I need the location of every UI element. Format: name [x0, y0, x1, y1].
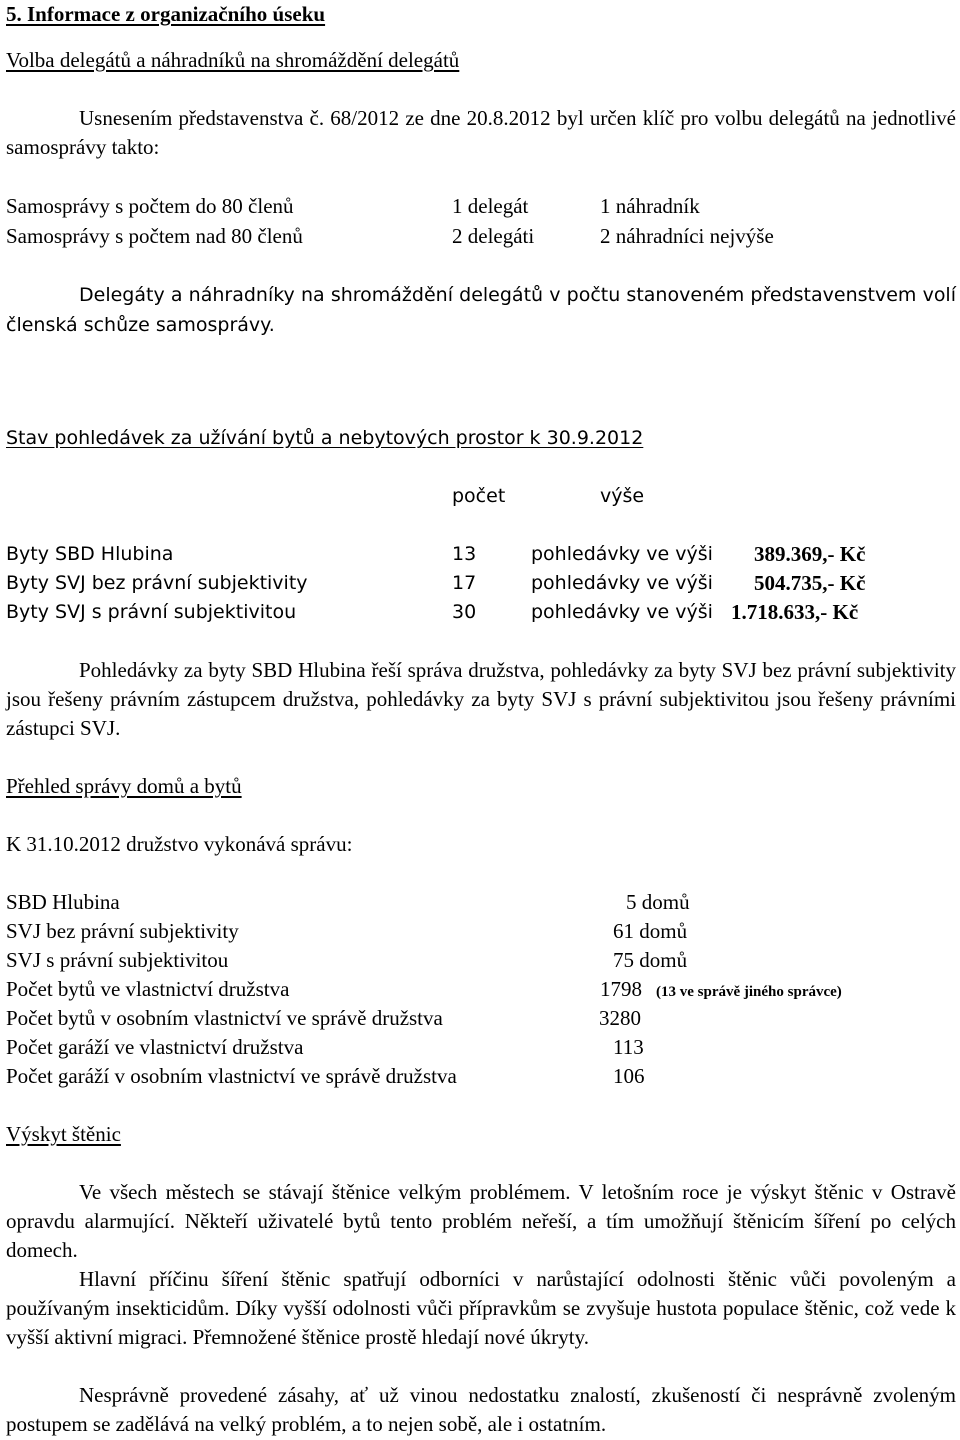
- management-row-value: 5 domů: [626, 890, 690, 914]
- receivables-row-text: pohledávky ve výši: [531, 601, 713, 623]
- management-row-label: Počet bytů ve vlastnictví družstva: [6, 977, 290, 1001]
- receivables-row-label: Byty SVJ bez právní subjektivity: [6, 572, 308, 594]
- receivables-row-amount: 504.735,- Kč: [754, 571, 866, 595]
- management-row-label: SBD Hlubina: [6, 890, 120, 914]
- bedbugs-paragraph: Hlavní příčinu šíření štěnic spatřují odborníci v narůstající odolnosti štěnic vůči povoleným a používaným insekticidům. Díky vyšší odolnosti vůči přípravkům se zvyšuje hustota populace štěnic, což vede k vyšší aktivní migraci. Přemnožené štěnice prostě hledají nové úkryty.: [6, 1267, 956, 1349]
- management-row-value: 61 domů: [613, 919, 688, 943]
- receivables-row-text: pohledávky ve výši: [531, 543, 713, 565]
- management-row-label: Počet garáží v osobním vlastnictví ve správě družstva: [6, 1064, 457, 1088]
- delegates-title: Volba delegátů a náhradníků na shromáždění delegátů: [6, 48, 460, 72]
- management-row-value: 1798: [600, 977, 642, 1001]
- management-row-extra: (13 ve správě jiného správce): [656, 984, 842, 1000]
- delegates-row-substitutes: 1 náhradník: [600, 194, 700, 218]
- col-header-amount: výše: [600, 485, 645, 507]
- delegates-note: Delegáty a náhradníky na shromáždění delegátů v počtu stanoveném představenstvem volí členská schůze samosprávy.: [6, 284, 956, 336]
- receivables-title: Stav pohledávek za užívání bytů a nebytových prostor k 30.9.2012: [6, 427, 644, 449]
- management-row-label: Počet garáží ve vlastnictví družstva: [6, 1035, 304, 1059]
- delegates-row-substitutes: 2 náhradníci nejvýše: [600, 224, 774, 248]
- receivables-row-amount: 389.369,- Kč: [754, 542, 866, 566]
- receivables-row-text: pohledávky ve výši: [531, 572, 713, 594]
- management-row-value: 75 domů: [613, 948, 688, 972]
- receivables-row-count: 30: [452, 601, 477, 623]
- receivables-row-amount: 1.718.633,- Kč: [731, 600, 859, 624]
- delegates-row-label: Samosprávy s počtem do 80 členů: [6, 194, 294, 218]
- bedbugs-title: Výskyt štěnic: [6, 1122, 121, 1146]
- receivables-note: Pohledávky za byty SBD Hlubina řeší správa družstva, pohledávky za byty SVJ bez právní subjektivity jsou řešeny právním zástupcem družstva, pohledávky za byty SVJ s právní subjektivitou jsou řešeny právními zástupci SVJ.: [6, 658, 956, 740]
- delegates-row-label: Samosprávy s počtem nad 80 členů: [6, 224, 303, 248]
- management-date-line: K 31.10.2012 družstvo vykonává správu:: [6, 832, 353, 856]
- receivables-row-count: 13: [452, 543, 477, 565]
- management-row-value: 106: [613, 1064, 645, 1088]
- management-row-value: 113: [613, 1035, 644, 1059]
- delegates-row-delegates: 2 delegáti: [452, 224, 535, 248]
- management-title: Přehled správy domů a bytů: [6, 774, 242, 798]
- col-header-count: počet: [452, 485, 506, 507]
- management-row-label: Počet bytů v osobním vlastnictví ve správě družstva: [6, 1006, 443, 1030]
- bedbugs-paragraph: Nesprávně provedené zásahy, ať už vinou nedostatku znalostí, zkušeností či nesprávně zvoleným postupem se zadělává na velký problém, a to nejen sobě, ale i ostatním.: [6, 1383, 956, 1436]
- receivables-row-label: Byty SBD Hlubina: [6, 543, 174, 565]
- management-row-label: SVJ s právní subjektivitou: [6, 948, 229, 972]
- delegates-row-delegates: 1 delegát: [452, 194, 529, 218]
- receivables-row-label: Byty SVJ s právní subjektivitou: [6, 601, 297, 623]
- delegates-intro: Usnesením představenstva č. 68/2012 ze dne 20.8.2012 byl určen klíč pro volbu delegátů na jednotlivé samosprávy takto:: [6, 106, 956, 159]
- receivables-row-count: 17: [452, 572, 477, 594]
- management-row-label: SVJ bez právní subjektivity: [6, 919, 239, 943]
- section-heading: 5. Informace z organizačního úseku: [6, 2, 326, 26]
- bedbugs-paragraph: Ve všech městech se stávají štěnice velkým problémem. V letošním roce je výskyt štěnic v Ostravě opravdu alarmující. Někteří uživatelé bytů tento problém neřeší, a tím umožňují štěnicím šíření po celých domech.: [6, 1180, 956, 1262]
- management-row-value: 3280: [599, 1006, 641, 1030]
